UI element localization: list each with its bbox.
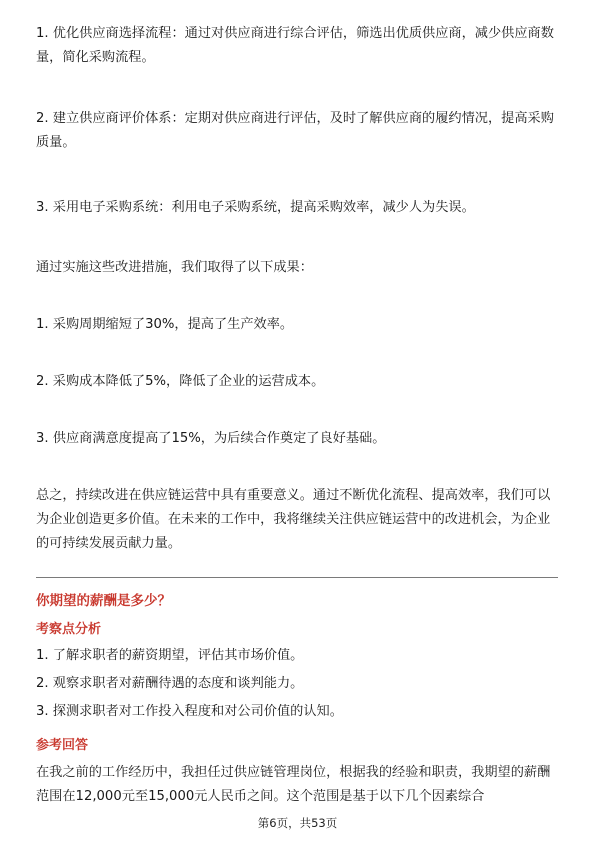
analysis-item-1: 1. 了解求职者的薪资期望，评估其市场价值。 <box>36 648 304 663</box>
improvement-item-3: 3. 采用电子采购系统：利用电子采购系统，提高采购效率，减少人为失误。 <box>36 200 475 215</box>
improvement-item-2: 2. 建立供应商评价体系：定期对供应商进行评估，及时了解供应商的履约情况，提高采购质量。 <box>36 111 554 150</box>
results-intro: 通过实施这些改进措施，我们取得了以下成果： <box>36 260 313 275</box>
question-title: 你期望的薪酬是多少？ <box>36 593 171 609</box>
improvement-item-1: 1. 优化供应商选择流程：通过对供应商进行综合评估，筛选出优质供应商，减少供应商数量，简化采购流程。 <box>36 26 554 65</box>
conclusion-paragraph: 总之，持续改进在供应链运营中具有重要意义。通过不断优化流程、提高效率，我们可以为企业创造更多价值。在未来的工作中，我将继续关注供应链运营中的改进机会，为企业的可持续发展贡献力量。 <box>36 488 551 551</box>
analysis-heading: 考察点分析 <box>36 622 102 637</box>
answer-text: 在我之前的工作经历中，我担任过供应链管理岗位，根据我的经验和职责，我期望的薪酬范围在12,000元至15,000元人民币之间。这个范围是基于以下几个因素综合 <box>36 765 551 804</box>
section-divider <box>36 577 558 578</box>
page-number: 第6页，共53页 <box>257 816 338 830</box>
result-item-3: 3. 供应商满意度提高了15%，为后续合作奠定了良好基础。 <box>36 431 386 446</box>
result-item-1: 1. 采购周期缩短了30%，提高了生产效率。 <box>36 317 294 332</box>
analysis-item-2: 2. 观察求职者对薪酬待遇的态度和谈判能力。 <box>36 676 304 691</box>
answer-heading: 参考回答 <box>36 738 89 753</box>
result-item-2: 2. 采购成本降低了5%，降低了企业的运营成本。 <box>36 374 325 389</box>
analysis-item-3: 3. 探测求职者对工作投入程度和对公司价值的认知。 <box>36 704 343 719</box>
